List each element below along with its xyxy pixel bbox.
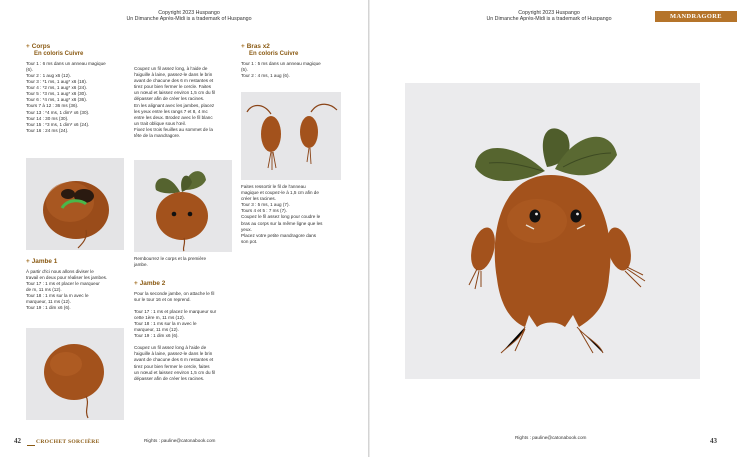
corps-row: Tour 16 : 24 ms (24). [26,127,69,133]
jambe1-row: de m, 11 ms (12). [26,286,62,292]
jambe2-row: cette 1ère m, 11 ms (12). [134,314,185,320]
bras-after-row: bras au corps sur la même ligne que les [241,220,323,226]
assembly-line: avant de chacune des 6 m restantes et [134,78,214,84]
bras-after-row: Placez votre petite mandragore dans [241,232,317,238]
assembly-line: En les alignant avec les jambes, placez [134,102,215,108]
bras-after-row: Tours 4 et 5 : 7 ms (7). [241,208,287,214]
bras-row: Tour 1 : 5 ms dans un anneau magique [241,60,321,66]
corps-row: Tour 2 : 1 aug x6 (12). [26,72,71,78]
photo-mandrake-finished [405,83,700,379]
jambe2-row: dépasser afin de créer les racines. [134,375,205,381]
jambe2-row: tirez pour bien fermer le cercle, faites [134,363,210,369]
column-bras-finish [241,184,345,245]
section-title-bras: + Bras x2 [241,43,270,50]
bras-after-row: Tour 3 : 5 ms, 1 aug (7). [241,202,290,208]
bras-after-row: magique et coupez-le à 1,5 cm afin de [241,190,319,196]
rights-notice-right: Rights : pauline@catonabook.com [515,435,587,440]
rights-notice-left: Rights : pauline@catonabook.com [144,438,216,443]
assembly-line: Fixez les trois feuilles au sommet de la [134,126,213,132]
bras-after-row: son pot. [241,238,258,244]
jambe1-row: Tour 18 : 1 ms sur la m avec le [26,292,89,298]
jambe2-row: Tour 17 : 1 ms et placez le marqueur sur [134,308,217,314]
jambe1-row: À partir d'ici nous allons diviser le [26,268,94,274]
bras-after-row: yeux. [241,226,252,232]
photo-arms-illustration [241,92,341,180]
photo-body-open [26,158,124,250]
section-subtitle-corps: En coloris Cuivre [34,50,84,57]
photo-leg-illustration [26,328,124,420]
jambe2-row: marqueur, 11 ms (12). [134,327,179,333]
caption-line: jambe. [134,262,148,268]
jambe1-row: Tour 17 : 1 ms et placer le marqueur [26,280,100,286]
jambe2-row: Pour la seconde jambe, on attache le fil [134,290,215,296]
assembly-line: tirez pour bien fermer le cercle. Faites [134,84,212,90]
copyright-line-2: Un Dimanche Après-Midi is a trademark of Huspango [486,16,612,23]
corps-row: Tour 13 : *4 ms, 1 dim* x6 (30). [26,109,90,115]
jambe2-row: avant de chacune des 6 m restantes et [134,357,214,363]
mandrake-illustration [405,83,700,379]
section-title-jambe-1: + Jambe 1 [26,258,58,265]
corps-row: Tours 7 à 12 : 36 ms (36). [26,103,79,109]
corps-row: Tour 5 : *3 ms, 1 aug* x6 (30). [26,91,88,97]
book-brand: CROCHET SORCIÈRE [36,439,100,445]
assembly-line: dépasser afin de créer les racines. [134,96,205,102]
bras-row: (5). [241,66,248,72]
photo-leg [26,328,124,420]
copyright-notice [118,10,260,23]
copyright-line-1: Copyright 2023 Huspango [518,10,580,16]
column-assembly [134,66,236,139]
chapter-tab: MANDRAGORE [655,11,737,22]
photo-body-open-illustration [26,158,124,250]
copyright-notice-right [478,10,620,23]
jambe2-row: un nœud et laissez environ 1,5 cm du fil [134,369,216,375]
jambe1-row: marqueur, 11 ms (12). [26,299,71,305]
corps-row: Tour 1 : 6 ms dans un anneau magique [26,60,106,66]
assembly-line: un trait oblique sous l'œil. [134,120,186,126]
jambe1-row: travail en deux pour réaliser les jambes. [26,274,108,280]
jambe2-row: Tour 18 : 1 ms sur la m avec le [134,320,197,326]
assembly-line: Coupez un fil assez long, à l'aide de [134,66,208,71]
left-page [0,0,368,457]
page-number-left: 42 [14,437,21,445]
assembly-line: un nœud et laissez environ 1,5 cm du fil [134,90,216,96]
bras-row: Tour 2 : 4 ms, 1 aug (6). [241,72,290,78]
assembly-line: les yeux entre les rangs 7 et 8, 4 mc [134,108,208,114]
corps-row: Tour 3 : *1 ms, 1 aug* x6 (18). [26,79,88,85]
assembly-line: tête de la mandragore. [134,133,181,139]
bras-after-row: créer les racines. [241,196,276,202]
copyright-line-2: Un Dimanche Après-Midi is a trademark of Huspango [126,16,252,23]
column-jambe-2 [134,280,238,382]
corps-row: Tour 15 : *3 ms, 1 dim* x6 (24). [26,121,90,127]
bras-after-row: Faites ressortir le fil de l'anneau [241,184,306,189]
corps-row: (6). [26,66,33,72]
page-number-right: 43 [710,437,717,445]
jambe1-row: Tour 19 : 1 dim x6 (6). [26,305,71,311]
column-bras [241,43,345,79]
bras-after-row: Coupez le fil assez long pour coudre le [241,214,321,220]
jambe2-row: Coupez un fil assez long à l'aide de [134,345,207,351]
photo-head-leaves [134,160,232,252]
section-subtitle-bras: En coloris Cuivre [249,50,299,57]
footer-rule-left [27,445,35,446]
corps-row: Tour 4 : *2 ms, 1 aug* x6 (24). [26,85,88,91]
photo-arms [241,92,341,180]
jambe2-row: Tour 19 : 1 dim x6 (6). [134,333,179,339]
column-corps [26,43,130,134]
jambe2-row: l'aiguille à laine, passez-le dans le brin [134,351,213,357]
assembly-line: l'aiguille à laine, passez-le dans le brin [134,72,213,78]
jambe2-row: sur le tour 16 et on reprend. [134,296,191,302]
assembly-line: entre les deux. Brodez avec le fil blanc [134,114,213,120]
column-jambe-1 [26,258,130,311]
corps-row: Tour 6 : *4 ms, 1 aug* x6 (36). [26,97,88,103]
caption-line: Rembourrez le corps et la première [134,256,206,261]
section-title-corps: + Corps [26,43,51,50]
right-page [370,0,737,457]
section-title-jambe-2: + Jambe 2 [134,280,166,287]
copyright-line-1: Copyright 2023 Huspango [158,10,220,16]
photo-head-leaves-illustration [134,160,232,252]
caption-stuff [134,256,236,268]
corps-row: Tour 14 : 30 ms (30). [26,115,69,121]
